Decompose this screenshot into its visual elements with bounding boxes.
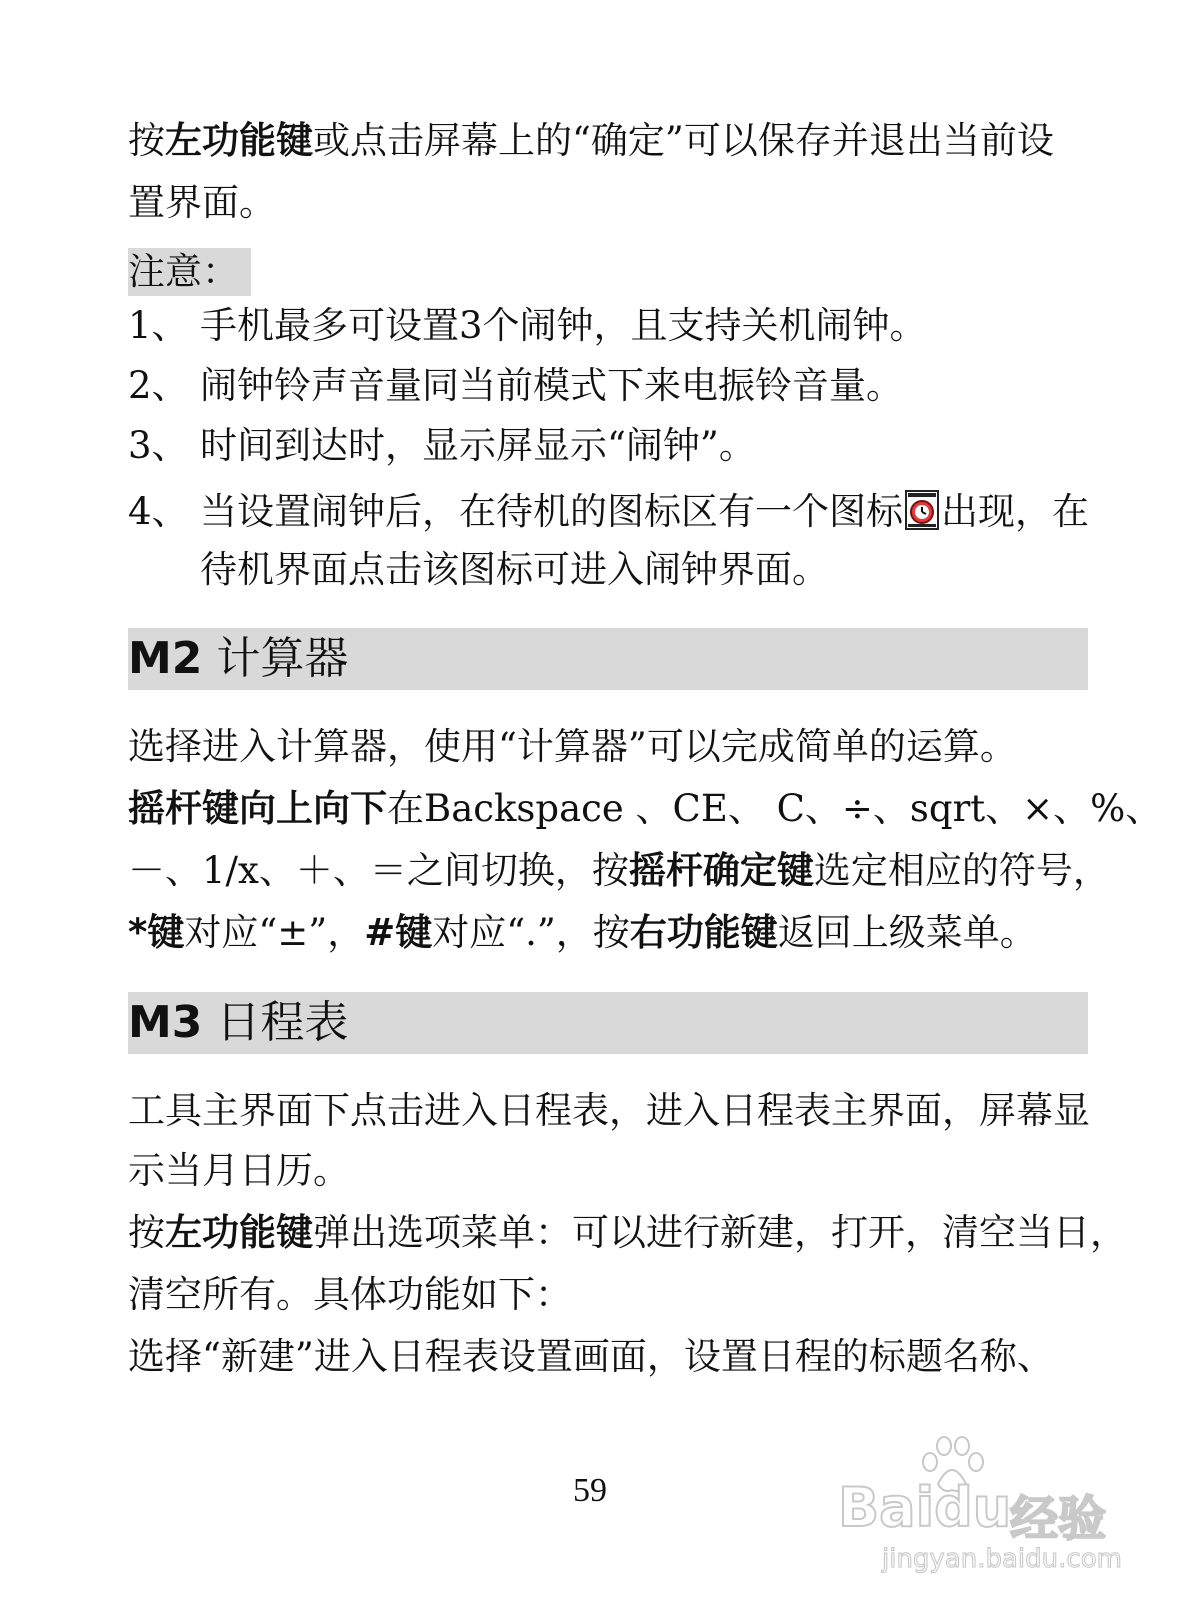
paragraph-calculator-keys-cont [128, 840, 1110, 902]
paragraph-calculator-keys [128, 778, 1163, 840]
paragraph-schedule-menu [128, 1202, 1127, 1264]
list-text: 手机最多可设置3个闹钟，且支持关机闹钟。 [200, 304, 927, 347]
watermark-url: jingyan.baidu.com [882, 1544, 1122, 1574]
bold-key-name: 右功能键 [629, 911, 778, 954]
watermark-product: 经验 [1010, 1491, 1107, 1547]
text-run: 按 [128, 119, 165, 162]
bold-key-name: 左功能键 [165, 1211, 313, 1254]
text-run: 返回上级菜单。 [777, 911, 1037, 954]
text-run: 弹出选项菜单：可以进行新建，打开，清空当日， [313, 1211, 1127, 1254]
text-run: 对应“.”，按 [432, 911, 630, 954]
text-run: 或点击屏幕上的“确定”可以保存并退出当前设 [313, 119, 1054, 162]
list-text [200, 482, 1089, 542]
bold-key-name: 左功能键 [165, 119, 313, 162]
section-title: 计算器 [202, 633, 349, 684]
bold-key-name: *键 [128, 911, 185, 954]
list-text-part: 当设置闹钟后，在待机的图标区有一个图标 [200, 490, 903, 533]
bold-key-name: 摇杆确定键 [628, 849, 814, 892]
list-text: 闹钟铃声音量同当前模式下来电振铃音量。 [200, 364, 903, 407]
paragraph-schedule-new: 选择“新建”进入日程表设置画面，设置日程的标题名称、 [128, 1335, 1054, 1378]
text-run: 按 [128, 1211, 165, 1254]
section-code: M2 [128, 633, 203, 684]
bold-key-name: #键 [364, 911, 433, 954]
note-label: 注意： [128, 248, 251, 296]
text-run: －、1/x、＋、＝之间切换，按 [128, 849, 629, 892]
section-heading-m2 [128, 628, 1088, 690]
baidu-watermark [838, 1440, 1138, 1590]
list-number: 1、 [128, 304, 189, 347]
page-number: 59 [573, 1472, 607, 1509]
paragraph-schedule-intro: 工具主界面下点击进入日程表，进入日程表主界面，屏幕显 [128, 1089, 1090, 1132]
list-text: 待机界面点击该图标可进入闹钟界面。 [200, 548, 829, 591]
paragraph-save-instruction [128, 110, 1088, 172]
list-text-part: 出现，在 [941, 490, 1089, 533]
paragraph-calculator-keys-cont [128, 902, 1088, 964]
bold-key-name: 摇杆键向上向下 [128, 787, 387, 830]
watermark-brand: Baidu [838, 1476, 1012, 1539]
paragraph-schedule-menu-cont: 清空所有。具体功能如下： [128, 1273, 572, 1316]
paragraph-save-instruction-cont: 置界面。 [128, 181, 276, 224]
text-run: 在Backspace 、CE、 C、÷、sqrt、×、%、 [387, 787, 1163, 830]
list-text: 时间到达时，显示屏显示“闹钟”。 [200, 424, 756, 467]
list-number: 2、 [128, 364, 189, 407]
section-code: M3 [128, 997, 203, 1048]
paragraph-calculator-intro: 选择进入计算器，使用“计算器”可以完成简单的运算。 [128, 725, 1017, 768]
section-heading-m3 [128, 992, 1088, 1054]
text-run: 选定相应的符号， [813, 849, 1110, 892]
alarm-clock-icon [905, 488, 939, 528]
list-number: 3、 [128, 424, 189, 467]
list-number: 4、 [128, 490, 189, 533]
text-run: 对应“±”， [184, 911, 365, 954]
section-title: 日程表 [202, 997, 349, 1048]
paragraph-schedule-intro-cont: 示当月日历。 [128, 1149, 350, 1192]
